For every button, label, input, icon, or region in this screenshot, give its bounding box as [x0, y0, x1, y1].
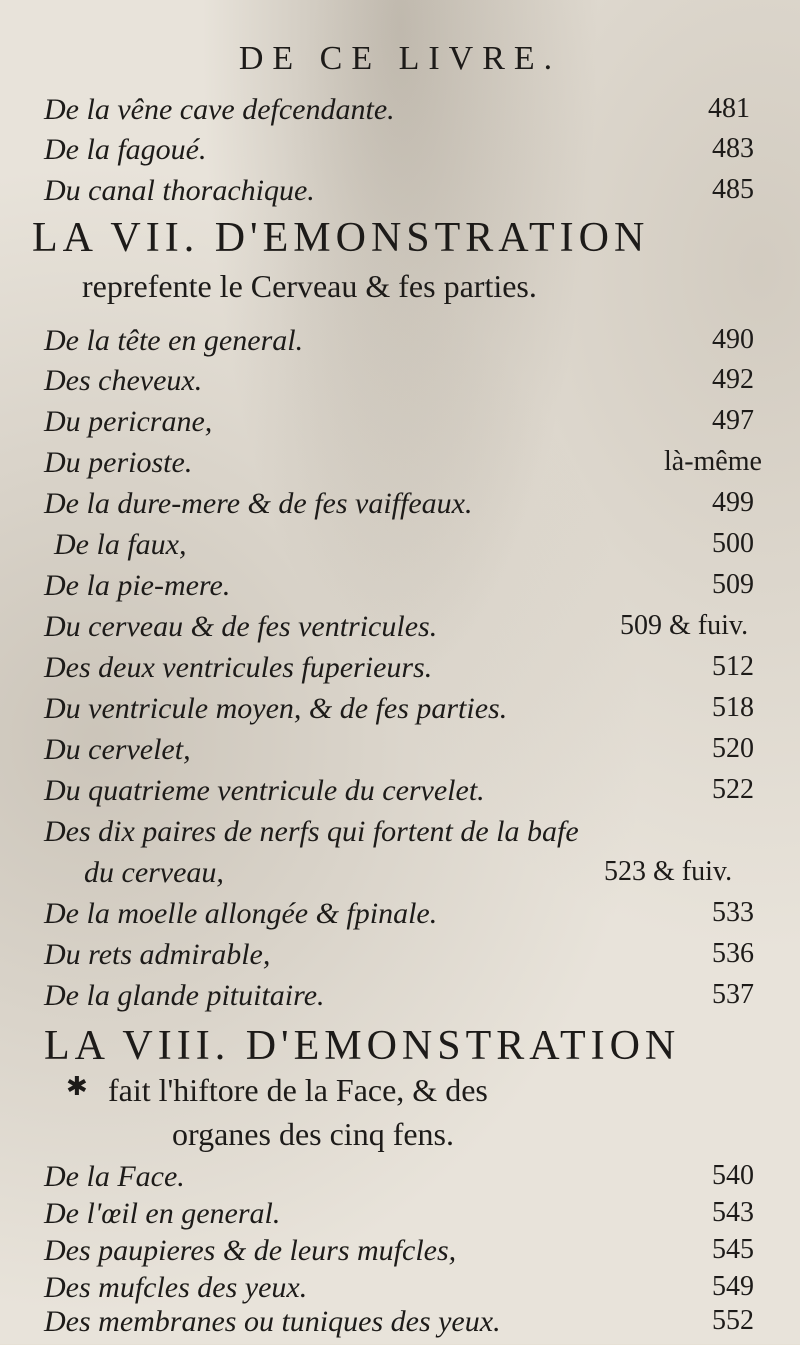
- section-heading: [0, 214, 800, 314]
- index-entry: [0, 1234, 800, 1274]
- index-entry: [0, 93, 800, 133]
- section-subtitle: fait l'hiftore de la Face, & des: [108, 1072, 488, 1108]
- entry-text: De la vêne cave defcendante.: [44, 93, 395, 126]
- entry-text: De la faux,: [54, 528, 187, 561]
- index-entry: [0, 938, 800, 978]
- entry-page: 523 & fuiv.: [604, 856, 733, 887]
- index-entry: [0, 815, 800, 855]
- entry-page: 537: [712, 979, 754, 1010]
- index-entry: [0, 979, 800, 1019]
- index-entry: [0, 692, 800, 732]
- index-entry: [0, 897, 800, 937]
- entry-text: Des mufcles des yeux.: [44, 1271, 308, 1304]
- entry-text: Du cervelet,: [44, 733, 191, 766]
- entry-text: Des paupieres & de leurs mufcles,: [44, 1234, 457, 1267]
- index-entry: [0, 1305, 800, 1345]
- entry-text: De la dure-mere & de fes vaiffeaux.: [44, 487, 473, 520]
- entry-text: De la tête en general.: [44, 324, 304, 357]
- entry-text: De la pie-mere.: [44, 569, 231, 602]
- index-entry: [0, 774, 800, 814]
- index-entry: [0, 856, 800, 896]
- running-head: DE CE LIVRE.: [238, 40, 562, 77]
- entry-page: 522: [712, 774, 754, 805]
- entry-page: 509: [712, 569, 754, 600]
- entry-page: 545: [712, 1234, 754, 1265]
- entry-page: 492: [712, 364, 754, 395]
- index-entry: [0, 364, 800, 404]
- entry-text: Du cerveau & de fes ventricules.: [44, 610, 438, 643]
- entry-page: 512: [712, 651, 754, 682]
- entry-page: 483: [712, 133, 754, 164]
- section-heading: [0, 1022, 800, 1152]
- index-entry: [0, 324, 800, 364]
- entry-text: De la Face.: [44, 1160, 185, 1193]
- entry-page: 549: [712, 1271, 754, 1302]
- printers-mark-icon: ✱: [66, 1072, 88, 1101]
- entry-text: De la glande pituitaire.: [44, 979, 325, 1012]
- entry-text: Du ventricule moyen, & de fes parties.: [44, 692, 508, 725]
- index-entry: [0, 528, 800, 568]
- entry-text: Des membranes ou tuniques des yeux.: [44, 1305, 501, 1338]
- section-subtitle: organes des cinq fens.: [172, 1116, 454, 1152]
- entry-page: 540: [712, 1160, 754, 1191]
- entry-page: 499: [712, 487, 754, 518]
- entry-page: 485: [712, 174, 754, 205]
- entry-text: Du rets admirable,: [44, 938, 271, 971]
- index-entry: [0, 174, 800, 214]
- index-entry: [0, 651, 800, 691]
- entry-text: De la moelle allongée & fpinale.: [44, 897, 438, 930]
- section-title: LA VII. D'EMONSTRATION: [32, 215, 650, 261]
- entry-page: là-même: [664, 446, 762, 477]
- entry-page: 518: [712, 692, 754, 723]
- entry-page: 497: [712, 405, 754, 436]
- entry-text: De la fagoué.: [44, 133, 207, 166]
- entry-text: Des dix paires de nerfs qui fortent de la bafe: [44, 815, 579, 848]
- index-entry: [0, 1160, 800, 1200]
- index-entry: [0, 1197, 800, 1237]
- entry-page: 543: [712, 1197, 754, 1228]
- index-entry: [0, 133, 800, 173]
- index-entry: [0, 610, 800, 650]
- entry-text: Du perioste.: [44, 446, 193, 479]
- index-entry: [0, 405, 800, 445]
- entry-text: Du quatrieme ventricule du cervelet.: [44, 774, 485, 807]
- entry-page: 500: [712, 528, 754, 559]
- index-entry: [0, 733, 800, 773]
- entry-text: Des cheveux.: [44, 364, 203, 397]
- index-entry: [0, 569, 800, 609]
- entry-page: 552: [712, 1305, 754, 1336]
- entry-page: 481: [708, 93, 750, 124]
- entry-text: du cerveau,: [84, 856, 224, 889]
- entry-text: De l'œil en general.: [44, 1197, 281, 1230]
- entry-page: 490: [712, 324, 754, 355]
- entry-text: Du canal thorachique.: [44, 174, 315, 207]
- index-entry: [0, 446, 800, 486]
- section-subtitle: reprefente le Cerveau & fes parties.: [82, 268, 537, 304]
- section-title: LA VIII. D'EMONSTRATION: [44, 1023, 681, 1069]
- entry-page: 509 & fuiv.: [620, 610, 749, 641]
- entry-page: 533: [712, 897, 754, 928]
- index-entry: [0, 487, 800, 527]
- entry-page: 520: [712, 733, 754, 764]
- entry-page: 536: [712, 938, 754, 969]
- entry-text: Des deux ventricules fuperieurs.: [44, 651, 433, 684]
- entry-text: Du pericrane,: [44, 405, 213, 438]
